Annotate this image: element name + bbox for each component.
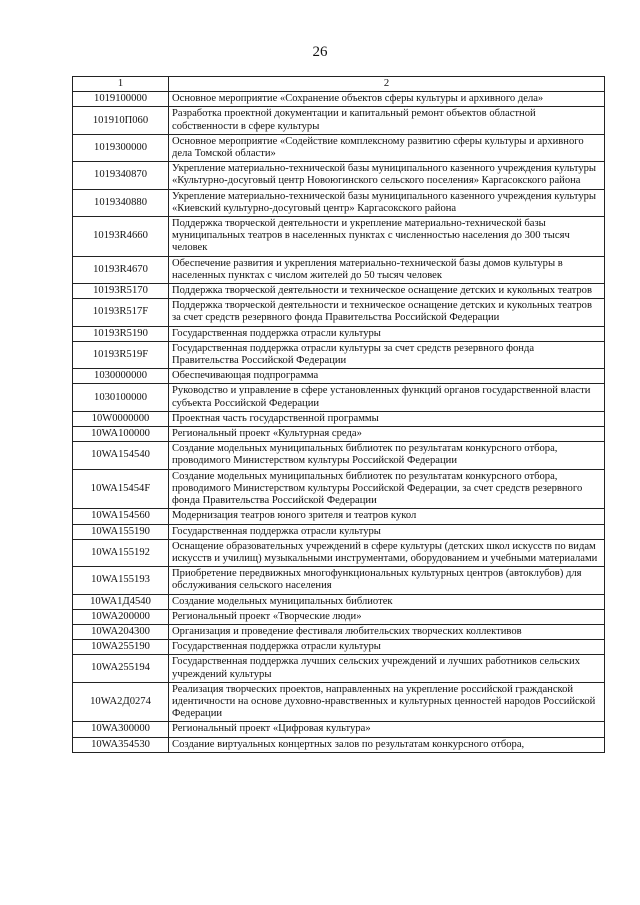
- row-name: Государственная поддержка отрасли культуры за счет средств резервного фонда Правительства Российской Федерации: [169, 341, 605, 368]
- row-code: 10193R4670: [73, 256, 169, 283]
- row-code: 10193R519F: [73, 341, 169, 368]
- row-code: 1030000000: [73, 369, 169, 384]
- row-code: 10WA154560: [73, 509, 169, 524]
- table-row: [73, 722, 605, 737]
- table-header-row: [73, 77, 605, 92]
- table-row: [73, 341, 605, 368]
- table-row: [73, 217, 605, 257]
- row-code: 10193R5170: [73, 284, 169, 299]
- page-number: 26: [312, 44, 328, 60]
- row-code: 1019300000: [73, 134, 169, 161]
- table-row: [73, 284, 605, 299]
- table-row: [73, 539, 605, 566]
- table-row: [73, 469, 605, 509]
- row-name: Обеспечение развития и укрепления материально-технической базы домов культуры в населенных пунктах с числом жителей до 50 тысяч человек: [169, 256, 605, 283]
- row-name: Государственная поддержка лучших сельских учреждений и лучших работников сельских учреждений культуры: [169, 655, 605, 682]
- row-name: Региональный проект «Цифровая культура»: [169, 722, 605, 737]
- row-name: Основное мероприятие «Сохранение объектов сферы культуры и архивного дела»: [169, 92, 605, 107]
- table-row: [73, 369, 605, 384]
- classification-table: [72, 76, 605, 753]
- row-code: 1019340880: [73, 189, 169, 216]
- row-name: Модернизация театров юного зрителя и театров кукол: [169, 509, 605, 524]
- table-row: [73, 524, 605, 539]
- row-code: 1019340870: [73, 162, 169, 189]
- row-name: Государственная поддержка отрасли культуры: [169, 524, 605, 539]
- row-name: Государственная поддержка отрасли культуры: [169, 640, 605, 655]
- table-row: [73, 737, 605, 752]
- row-name: Поддержка творческой деятельности и техническое оснащение детских и кукольных театров: [169, 284, 605, 299]
- row-code: 10WA100000: [73, 427, 169, 442]
- table-row: [73, 609, 605, 624]
- row-name: Основное мероприятие «Содействие комплексному развитию сферы культуры и архивного дела Томской области»: [169, 134, 605, 161]
- table-row: [73, 594, 605, 609]
- row-name: Региональный проект «Культурная среда»: [169, 427, 605, 442]
- row-name: Укрепление материально-технической базы муниципального казенного учреждения культуры «Культурно-досуговый центр Новоюгинского сельского поселения» Каргасокского района: [169, 162, 605, 189]
- table-row: [73, 299, 605, 326]
- row-code: 10WA354530: [73, 737, 169, 752]
- column-header-code: 1: [73, 77, 169, 92]
- row-name: Реализация творческих проектов, направленных на укрепление российской гражданской идентичности на основе духовно-нравственных и культурных ценностей народов Российской Федерации: [169, 682, 605, 722]
- row-code: 10WA154540: [73, 442, 169, 469]
- table-row: [73, 427, 605, 442]
- row-name: Разработка проектной документации и капитальный ремонт объектов областной собственности в сфере культуры: [169, 107, 605, 134]
- row-code: 10WA15454F: [73, 469, 169, 509]
- table-row: [73, 655, 605, 682]
- row-code: 1019100000: [73, 92, 169, 107]
- row-name: Укрепление материально-технической базы муниципального казенного учреждения культуры «Киевский культурно-досуговый центр» Каргасокского района: [169, 189, 605, 216]
- table-row: [73, 92, 605, 107]
- row-code: 10W0000000: [73, 411, 169, 426]
- table-row: [73, 411, 605, 426]
- row-name: Государственная поддержка отрасли культуры: [169, 326, 605, 341]
- row-name: Организация и проведение фестиваля любительских творческих коллективов: [169, 624, 605, 639]
- row-name: Оснащение образовательных учреждений в сфере культуры (детских школ искусств по видам искусств и училищ) музыкальными инструментами, оборудованием и учебными материалами: [169, 539, 605, 566]
- row-name: Создание модельных муниципальных библиотек по результатам конкурсного отбора, проводимого Министерством культуры Российской Федерации, за счет средств резервного фонда Правительства Российской Федерации: [169, 469, 605, 509]
- table-row: [73, 326, 605, 341]
- row-code: 10WA2Д0274: [73, 682, 169, 722]
- row-code: 10WA155192: [73, 539, 169, 566]
- table-row: [73, 567, 605, 594]
- row-name: Создание виртуальных концертных залов по результатам конкурсного отбора,: [169, 737, 605, 752]
- row-name: Приобретение передвижных многофункциональных культурных центров (автоклубов) для обслуживания сельского населения: [169, 567, 605, 594]
- row-code: 1030100000: [73, 384, 169, 411]
- row-code: 10WA255190: [73, 640, 169, 655]
- row-code: 10WA255194: [73, 655, 169, 682]
- table-row: [73, 256, 605, 283]
- row-code: 10WA200000: [73, 609, 169, 624]
- row-name: Создание модельных муниципальных библиотек: [169, 594, 605, 609]
- table-row: [73, 624, 605, 639]
- column-header-name: 2: [169, 77, 605, 92]
- row-code: 10WA155193: [73, 567, 169, 594]
- row-name: Руководство и управление в сфере установленных функций органов государственной власти субъекта Российской Федерации: [169, 384, 605, 411]
- row-code: 10193R5190: [73, 326, 169, 341]
- row-name: Создание модельных муниципальных библиотек по результатам конкурсного отбора, проводимого Министерством культуры Российской Федерации: [169, 442, 605, 469]
- row-code: 10WA155190: [73, 524, 169, 539]
- row-code: 101910П060: [73, 107, 169, 134]
- row-code: 10193R4660: [73, 217, 169, 257]
- table-row: [73, 442, 605, 469]
- table-row: [73, 162, 605, 189]
- row-name: Обеспечивающая подпрограмма: [169, 369, 605, 384]
- row-code: 10193R517F: [73, 299, 169, 326]
- table-row: [73, 682, 605, 722]
- table-row: [73, 189, 605, 216]
- table-row: [73, 384, 605, 411]
- table-row: [73, 640, 605, 655]
- row-code: 10WA204300: [73, 624, 169, 639]
- row-name: Проектная часть государственной программы: [169, 411, 605, 426]
- table-row: [73, 509, 605, 524]
- row-name: Региональный проект «Творческие люди»: [169, 609, 605, 624]
- row-name: Поддержка творческой деятельности и укрепление материально-технической базы муниципальных театров в населенных пунктах с численностью населения до 300 тысяч человек: [169, 217, 605, 257]
- row-code: 10WA300000: [73, 722, 169, 737]
- row-name: Поддержка творческой деятельности и техническое оснащение детских и кукольных театров за счет средств резервного фонда Правительства Российской Федерации: [169, 299, 605, 326]
- table-row: [73, 107, 605, 134]
- table-row: [73, 134, 605, 161]
- row-code: 10WA1Д4540: [73, 594, 169, 609]
